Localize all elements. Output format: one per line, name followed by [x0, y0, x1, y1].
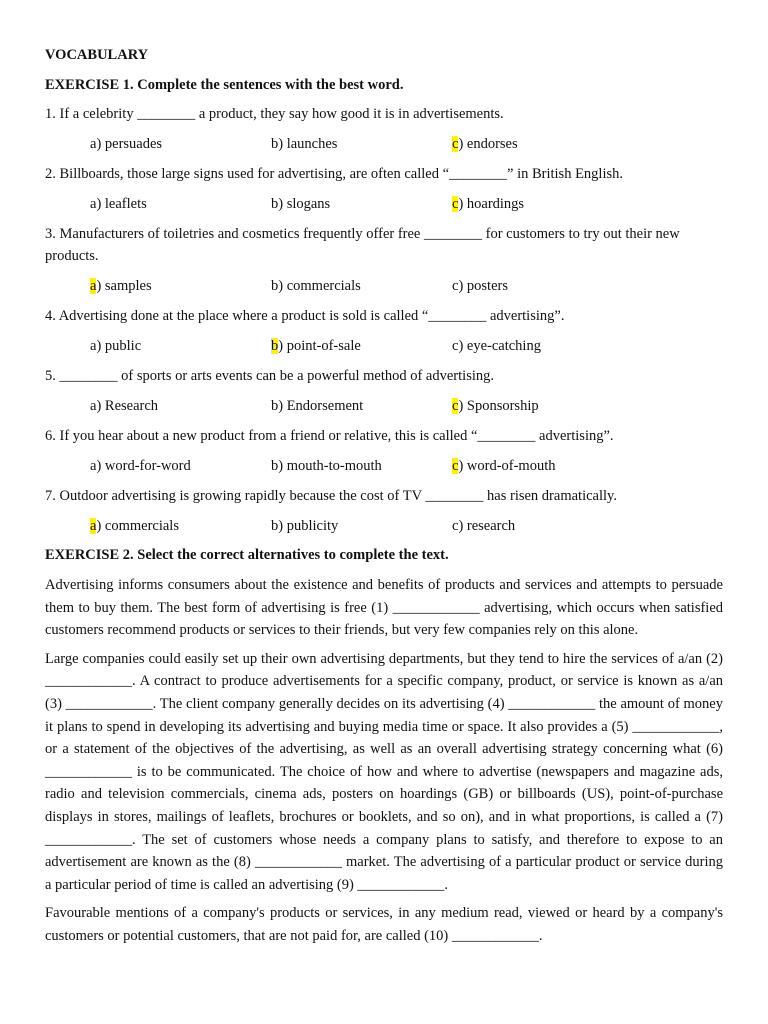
- page-heading: VOCABULARY: [45, 47, 149, 63]
- option-label: ) samples: [96, 278, 152, 294]
- answer-option: [452, 193, 524, 215]
- question-block: [45, 425, 723, 477]
- answer-option: [90, 515, 179, 537]
- exercise2-paragraph: Advertising informs consumers about the existence and benefits of products and services and attempts to persuade them to buy them. The best form of advertising is free (1) ____________ advertising, which occurs when satisfied customers recommend products or services to their friends, but very few companies rely on this alone.: [45, 577, 723, 639]
- answer-option: [271, 275, 361, 297]
- option-label: ) posters: [458, 278, 508, 294]
- option-letter: b: [271, 136, 279, 152]
- option-letter: a: [90, 458, 97, 474]
- option-letter: c: [452, 338, 459, 354]
- question-text: 1. If a celebrity ________ a product, they say how good it is in advertisements.: [45, 106, 504, 122]
- option-label: ) publicity: [278, 518, 339, 534]
- highlighted-answer-letter: a: [90, 278, 97, 294]
- answer-option: [452, 515, 515, 537]
- answer-option: [452, 275, 508, 297]
- option-letter: b: [271, 458, 279, 474]
- answer-option: [90, 193, 147, 215]
- option-label: ) commercials: [96, 518, 179, 534]
- question-block: [45, 305, 723, 357]
- option-letter: b: [271, 196, 279, 212]
- option-label: ) point-of-sale: [278, 338, 361, 354]
- option-label: ) public: [96, 338, 142, 354]
- option-label: ) persuades: [96, 136, 163, 152]
- option-label: ) Endorsement: [278, 398, 364, 414]
- question-text: 5. ________ of sports or arts events can be a powerful method of advertising.: [45, 368, 494, 384]
- option-label: ) Research: [96, 398, 159, 414]
- option-label: ) slogans: [278, 196, 331, 212]
- option-label: ) word-of-mouth: [458, 458, 556, 474]
- option-label: ) word-for-word: [96, 458, 191, 474]
- question-text: 6. If you hear about a new product from a friend or relative, this is called “________ advertising”.: [45, 428, 614, 444]
- exercise2-title: EXERCISE 2. Select the correct alternatives to complete the text.: [45, 547, 449, 563]
- option-letter: b: [271, 278, 279, 294]
- option-label: ) leaflets: [96, 196, 147, 212]
- option-letter: c: [452, 278, 459, 294]
- answer-option: [90, 275, 152, 297]
- answer-option: [271, 335, 361, 357]
- option-letter: a: [90, 398, 97, 414]
- option-letter: b: [271, 398, 279, 414]
- answer-option: [452, 455, 555, 477]
- answer-option: [271, 455, 382, 477]
- answer-options: [45, 275, 723, 297]
- option-letter: a: [90, 136, 97, 152]
- option-label: ) research: [458, 518, 516, 534]
- highlighted-answer-letter: c: [452, 136, 459, 152]
- highlighted-answer-letter: a: [90, 518, 97, 534]
- answer-option: [271, 133, 337, 155]
- question-block: [45, 103, 723, 155]
- option-letter: b: [271, 518, 279, 534]
- option-label: ) Sponsorship: [458, 398, 539, 414]
- answer-option: [90, 335, 141, 357]
- option-label: ) commercials: [278, 278, 361, 294]
- question-block: [45, 223, 723, 297]
- option-label: ) hoardings: [458, 196, 525, 212]
- question-text: 7. Outdoor advertising is growing rapidly because the cost of TV ________ has risen dramatically.: [45, 488, 617, 504]
- option-letter: a: [90, 196, 97, 212]
- question-text: 2. Billboards, those large signs used for advertising, are often called “________” in British English.: [45, 166, 624, 182]
- worksheet-page: [45, 45, 723, 954]
- answer-options: [45, 455, 723, 477]
- question-text: 3. Manufacturers of toiletries and cosmetics frequently offer free ________ for customers to try out their new products.: [45, 226, 680, 264]
- answer-option: [452, 395, 539, 417]
- answer-option: [271, 515, 338, 537]
- exercise2-paragraph: Favourable mentions of a company's products or services, in any medium read, viewed or heard by a company's customers or potential customers, that are not paid for, are called (10) ____________.: [45, 905, 723, 944]
- answer-options: [45, 515, 723, 537]
- highlighted-answer-letter: c: [452, 398, 459, 414]
- highlighted-answer-letter: b: [271, 338, 279, 354]
- option-label: ) mouth-to-mouth: [278, 458, 382, 474]
- answer-option: [452, 335, 541, 357]
- option-label: ) launches: [278, 136, 338, 152]
- answer-option: [271, 395, 363, 417]
- exercise2-paragraph: Large companies could easily set up their own advertising departments, but they tend to hire the services of a/an (2) ____________. A contract to produce advertisements for a specific company, product, or service is known as a/an (3) ____________. The client company generally decides on its advertising (4) ____________ the amount of money it plans to spend in developing its advertising and buying media time or space. It also provides a (5) ____________, or a statement of the objectives of the advertising, as well as an overall advertising strategy concerning what (6) ____________ is to be communicated. The choice of how and where to advertise (newspapers and magazine ads, radio and television commercials, cinema ads, posters on hoardings (GB) or billboards (US), point-of-purchase displays in stores, mailings of leaflets, brochures or booklets, and so on), and in what proportions, is called a (7) ____________. The set of customers whose needs a company plans to satisfy, and therefore to expose to an advertisement are known as the (8) ____________ market. The advertising of a particular product or service during a particular period of time is called an advertising (9) ____________.: [45, 650, 723, 893]
- option-letter: c: [452, 518, 459, 534]
- answer-options: [45, 193, 723, 215]
- exercise1-title: EXERCISE 1. Complete the sentences with the best word.: [45, 77, 404, 93]
- answer-options: [45, 335, 723, 357]
- option-label: ) eye-catching: [458, 338, 541, 354]
- answer-option: [452, 133, 518, 155]
- question-block: [45, 163, 723, 215]
- option-letter: a: [90, 338, 97, 354]
- option-label: ) endorses: [458, 136, 518, 152]
- answer-options: [45, 395, 723, 417]
- answer-options: [45, 133, 723, 155]
- question-block: [45, 485, 723, 537]
- highlighted-answer-letter: c: [452, 196, 459, 212]
- exercise1-questions: [45, 103, 723, 537]
- answer-option: [90, 455, 191, 477]
- exercise2-text: [45, 574, 723, 948]
- answer-option: [90, 133, 162, 155]
- answer-option: [271, 193, 330, 215]
- question-text: 4. Advertising done at the place where a product is sold is called “________ advertising”.: [45, 308, 565, 324]
- question-block: [45, 365, 723, 417]
- answer-option: [90, 395, 158, 417]
- highlighted-answer-letter: c: [452, 458, 459, 474]
